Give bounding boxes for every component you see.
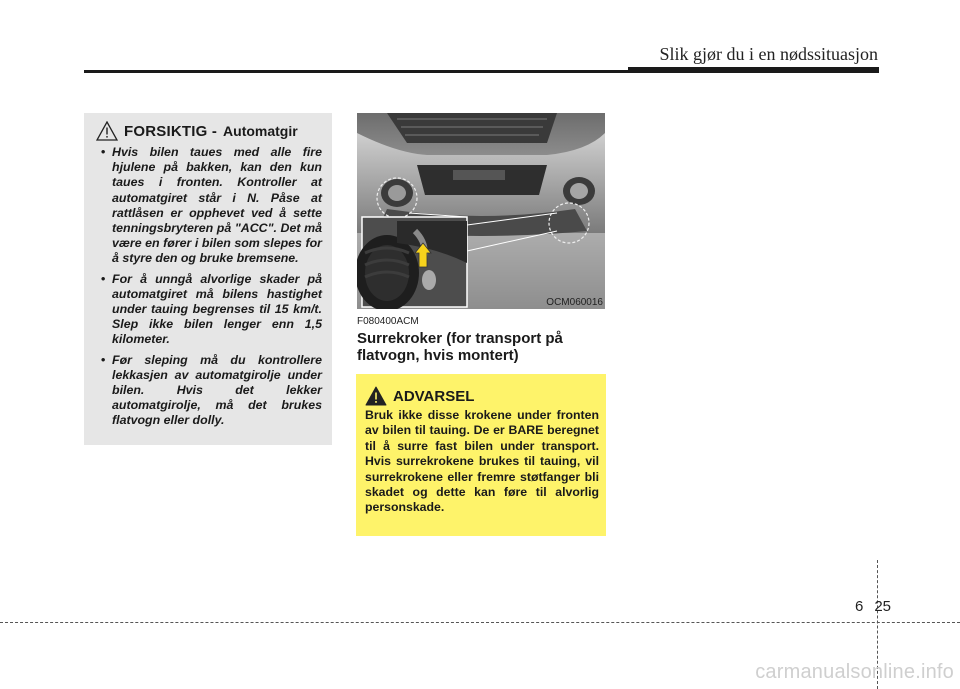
- caution-triangle-icon: [96, 121, 118, 141]
- section-code: F080400ACM: [357, 316, 419, 327]
- page-header-title: Slik gjør du i en nødssituasjon: [659, 44, 878, 64]
- page-number: [855, 598, 891, 615]
- tie-down-hook-photo: [357, 113, 605, 309]
- caution-item: • Før sleping må du kontrollere lekkasjen av automatgirolje under bilen. Hvis det lekker automatgirolje, må det brukes flatvogn eller dolly.: [96, 353, 322, 429]
- warning-box: [356, 374, 606, 536]
- caution-header: [96, 121, 322, 141]
- warning-header: [365, 386, 599, 406]
- watermark: carmanualsonline.info: [755, 661, 954, 683]
- caution-subtitle: Automatgir: [223, 123, 298, 139]
- caution-item: • For å unngå alvorlige skader på automatgiret må bilens hastighet under tauing begrenses til 15 km/t. Slep ikke bilen lenger enn 1,5 kilometer.: [96, 272, 322, 348]
- warning-triangle-icon: [365, 386, 387, 406]
- warning-title: ADVARSEL: [393, 387, 475, 405]
- section-title: Surrekroker (for transport på flatvogn, hvis montert): [357, 330, 563, 364]
- caution-title: FORSIKTIG -: [124, 122, 218, 140]
- figure-image-code: OCM060016: [546, 297, 603, 308]
- footer-dashed-rule: [0, 622, 960, 623]
- page-number-value: 25: [874, 598, 892, 615]
- vehicle-front-illustration: [357, 113, 605, 309]
- header-rule-accent: [628, 67, 879, 73]
- caution-list: [96, 145, 322, 429]
- chapter-number: 6: [855, 598, 864, 615]
- warning-body: Bruk ikke disse krokene under fronten av bilen til tauing. De er BARE beregnet til å surre fast bilen under transport. Hvis surrekrokene brukes til tauing, vil surrekrokene eller fremre støtfanger bli skadet og dette kan føre til alvorlig personskade.: [365, 408, 599, 515]
- caution-box: [84, 113, 332, 445]
- caution-item: • Hvis bilen taues med alle fire hjulene på bakken, kan den kun taues i fronten. Kontroller at automatgiret står i N. Påse at rattlåsen er opphevet ved å sette tenningsbryteren på "ACC". Det må være en fører i bilen som slepes for å styre den og bruke bremsene.: [96, 145, 322, 267]
